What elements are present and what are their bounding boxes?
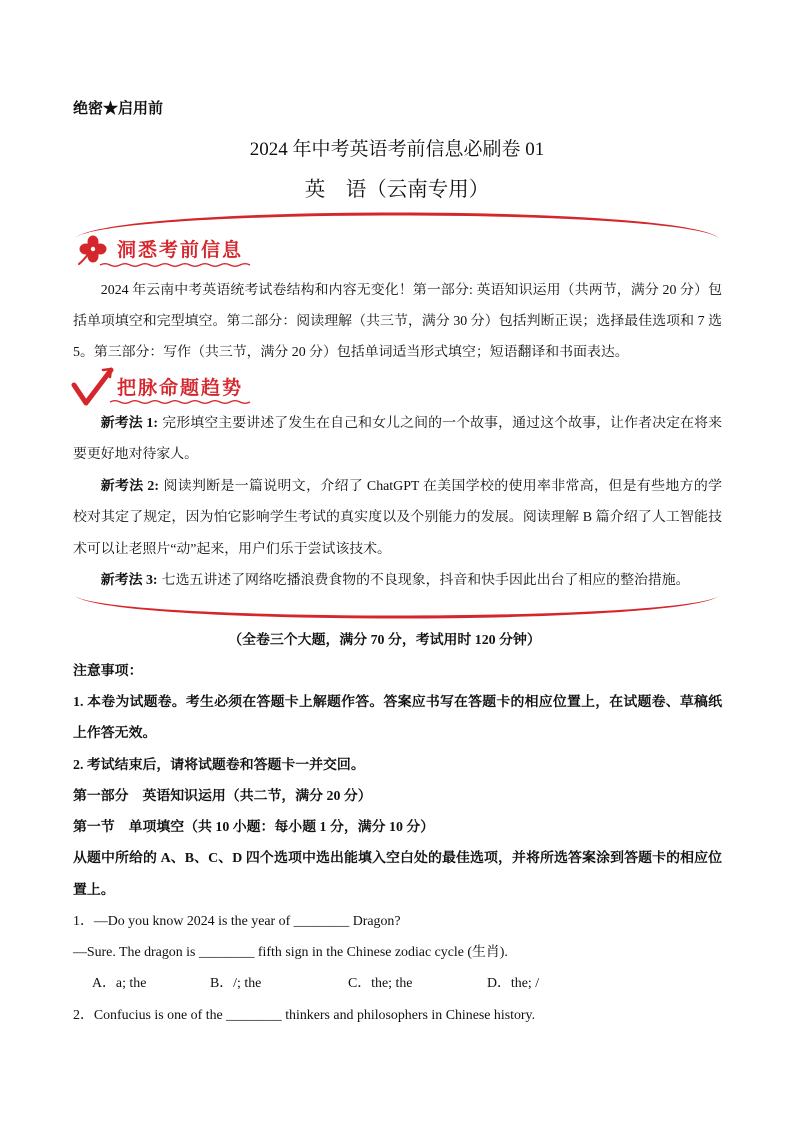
trend-item-2-line: 校对其定了规定，因为怕它影响学生考试的真实度以及个别能力的发展。阅读理解 B 篇介绍了人工智能技 [73, 510, 722, 525]
trend-item-1-line [73, 408, 722, 440]
part-one-title: 第一部分 英语知识运用（共二节，满分 20 分） [73, 788, 372, 804]
flower-petal [80, 244, 93, 255]
note-1-line: 上作答无效。 [73, 726, 157, 742]
exam-info-paragraph [73, 275, 722, 368]
question-2-line: 2．Confucius is one of the ________ thinkers and philosophers in Chinese history. [73, 1007, 536, 1023]
exam-meta: （全卷三个大题，满分 70 分，考试用时 120 分钟） [228, 632, 541, 648]
heading-trend: 把脉命题趋势 [117, 377, 244, 399]
trend-item-label: 新考法 1: [100, 415, 158, 431]
confidential-mark: 绝密★启用前 [73, 101, 164, 117]
heading-exam-info: 洞悉考前信息 [117, 239, 244, 261]
option-d: D．the; / [487, 976, 540, 992]
trend-list [73, 408, 722, 597]
flower-petal [94, 244, 107, 255]
trend-item-3-line [73, 565, 722, 597]
trend-item-2-line: 术可以让老照片“动”起来，用户们乐于尝试该技术。 [73, 541, 391, 557]
note-2-line: 2. 考试结束后，请将试题卷和答题卡一并交回。 [73, 757, 365, 773]
trend-item-label: 新考法 2: [100, 478, 159, 494]
flower-center [91, 247, 95, 251]
flower-stem [79, 254, 88, 264]
question-1-options [73, 968, 722, 999]
notes-title: 注意事项： [73, 663, 143, 679]
check-stroke [74, 370, 111, 403]
trend-item-text: 完形填空主要讲述了发生在自己和女儿之间的一个故事，通过这个故事，让作者决定在将来 [162, 415, 723, 431]
arrow-head [103, 369, 111, 377]
exam-title: 2024 年中考英语考前信息必刷卷 01 [249, 139, 545, 160]
flower-petal [88, 250, 99, 263]
check-arrow-icon [74, 369, 111, 403]
paragraph-line: 2024 年云南中考英语统考试卷结构和内容无变化！第一部分: 英语知识运用（共两节，满分 20 分）包 [100, 282, 722, 298]
section-instruction-line: 置上。 [73, 882, 115, 898]
bottom-frame-arc [75, 596, 719, 619]
section-instruction-line: 从题中所给的 A、B、C、D 四个选项中选出能填入空白处的最佳选项，并将所选答案涂到答题卡的相应位 [73, 851, 722, 867]
trend-item-label: 新考法 3: [100, 573, 158, 588]
paragraph-line: 括单项填空和完型填空。第二部分：阅读理解（共三节，满分 30 分）包括判断正误；选择最佳选项和 7 选 [73, 313, 722, 329]
flower-icon [79, 236, 107, 265]
option-b: B．/; the [210, 976, 262, 992]
trend-item-text: 七选五讲述了网络吃播浪费食物的不良现象，抖音和快手因此出台了相应的整治措施。 [161, 573, 690, 588]
exam-body [73, 625, 722, 1031]
question-1-line: 1．—Do you know 2024 is the year of ________ Dragon? [73, 913, 401, 929]
flower-petal [88, 236, 99, 249]
trend-item-text: 阅读判断是一篇说明文，介绍了 ChatGPT 在美国学校的使用率非常高，但是有些地方的学 [163, 478, 722, 494]
paragraph-line: 5。第三部分：写作（共三节，满分 20 分）包括单词适当形式填空；短语翻译和书面表达。 [73, 344, 629, 360]
question-1-line: —Sure. The dragon is ________ fifth sign in the Chinese zodiac cycle (生肖). [73, 945, 508, 960]
exam-subtitle: 英 语（云南专用） [304, 179, 490, 201]
trend-item-2-line [73, 471, 722, 503]
section-one-title: 第一节 单项填空（共 10 小题：每小题 1 分，满分 10 分） [73, 820, 435, 835]
trend-item-1-line: 要更好地对待家人。 [73, 447, 199, 462]
option-a: A．a; the [92, 976, 147, 992]
option-c: C．the; the [348, 976, 413, 992]
note-1-line: 1. 本卷为试题卷。考生必须在答题卡上解题作答。答案应书写在答题卡的相应位置上，在试题卷、草稿纸 [73, 695, 722, 710]
